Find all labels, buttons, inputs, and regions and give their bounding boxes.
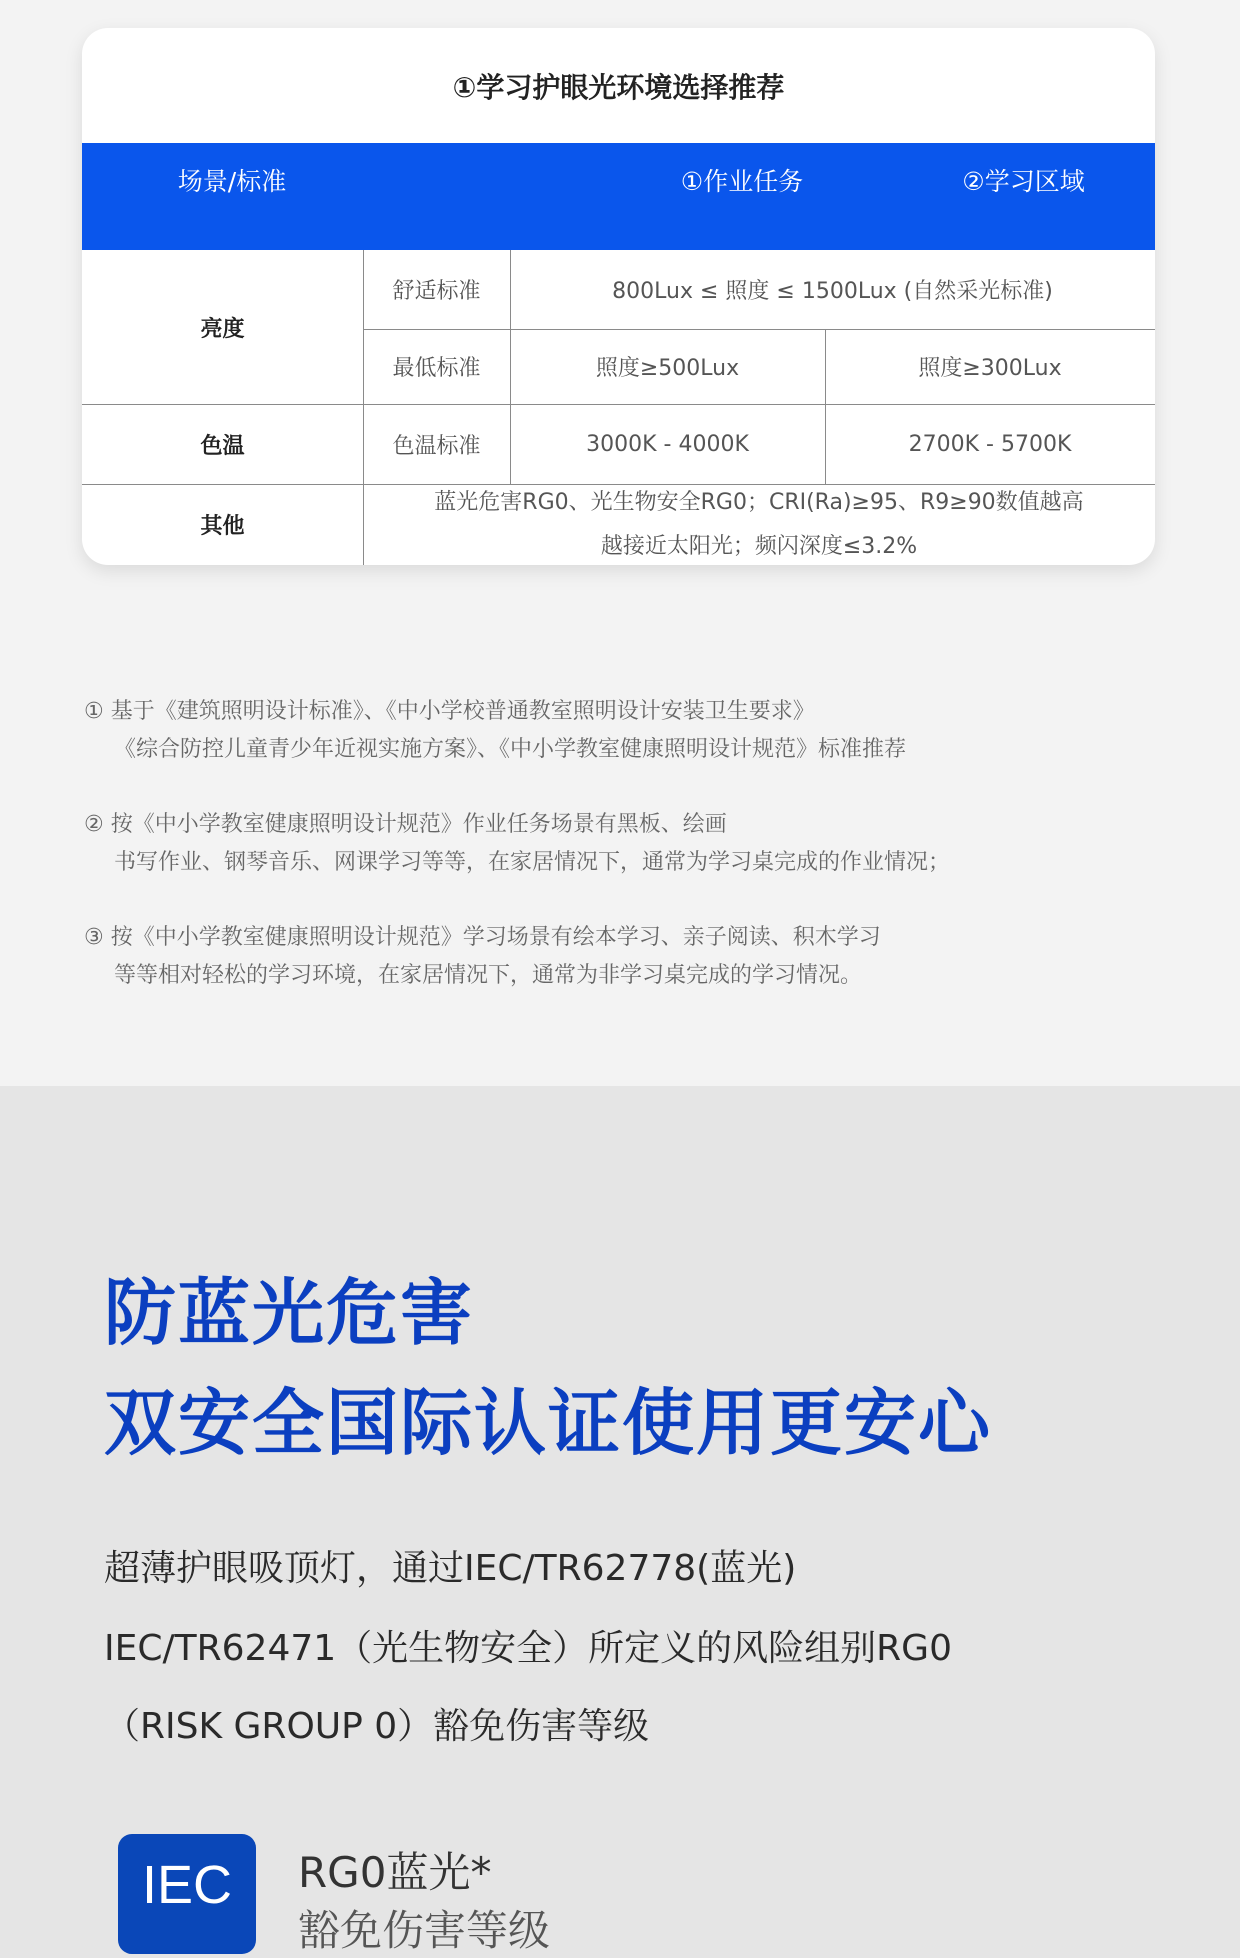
table-header [82,143,1155,250]
other-value-line2: 越接近太阳光；频闪深度≤3.2% [600,533,918,559]
recommendation-table-card [82,28,1155,565]
row-label-color-temp: 色温 [200,433,245,459]
min-standard-task: 照度≥500Lux [595,356,740,381]
section-paragraph-1: 超薄护眼吸顶灯，通过IEC/TR62778(蓝光) [104,1548,797,1589]
footnote-line: ③ 按《中小学教室健康照明设计规范》学习场景有绘本学习、亲子阅读、积木学习 [84,925,881,950]
footnote-line: 《综合防控儿童青少年近视实施方案》、《中小学教室健康照明设计规范》标准推荐 [114,737,907,762]
cert-title: RG0蓝光* [298,1848,492,1897]
color-temp-task: 3000K - 4000K [586,431,749,457]
footnote-line: 书写作业、钢琴音乐、网课学习等等，在家居情况下，通常为学习桌完成的作业情况； [114,850,951,875]
other-value [363,484,1155,565]
color-temp-area: 2700K - 5700K [908,431,1072,457]
section-heading-1: 防蓝光危害 [104,1271,475,1355]
footnotes [84,693,1184,1032]
header-task: ①作业任务 [680,167,804,196]
min-standard-area: 照度≥300Lux [918,356,1062,381]
header-scene: 场景/标准 [177,167,287,196]
footnote-line: ① 基于《建筑照明设计标准》、《中小学校普通教室照明设计安装卫生要求》 [84,699,815,724]
section-paragraph-3: （RISK GROUP 0）豁免伤害等级 [104,1706,650,1747]
other-value-line1: 蓝光危害RG0、光生物安全RG0；CRI(Ra)≥95、R9≥90数值越高 [434,489,1084,515]
cert-subtitle: 豁免伤害等级 [298,1906,551,1955]
footnote-line: ② 按《中小学教室健康照明设计规范》作业任务场景有黑板、绘画 [84,812,727,837]
table-body [82,250,1155,565]
color-temp-standard-label: 色温标准 [392,433,481,459]
row-label-brightness: 亮度 [200,316,245,342]
footnote [84,919,1184,995]
comfort-standard-label: 舒适标准 [392,279,481,304]
footnote [84,693,1184,769]
iec-logo: IEC [118,1834,256,1954]
comfort-standard-value: 800Lux ≤ 照度 ≤ 1500Lux (自然采光标准) [612,279,1053,304]
section-heading-2: 双安全国际认证使用更安心 [104,1381,993,1465]
header-area: ②学习区域 [962,167,1085,196]
footnote [84,806,1184,882]
footnote-line: 等等相对轻松的学习环境，在家居情况下，通常为非学习桌完成的学习情况。 [114,963,863,988]
row-label-other: 其他 [200,514,245,539]
min-standard-label: 最低标准 [392,356,481,381]
table-title: ①学习护眼光环境选择推荐 [452,70,785,104]
bottom-section [0,1086,1240,1920]
section-paragraph-2: IEC/TR62471（光生物安全）所定义的风险组别RG0 [104,1628,952,1669]
